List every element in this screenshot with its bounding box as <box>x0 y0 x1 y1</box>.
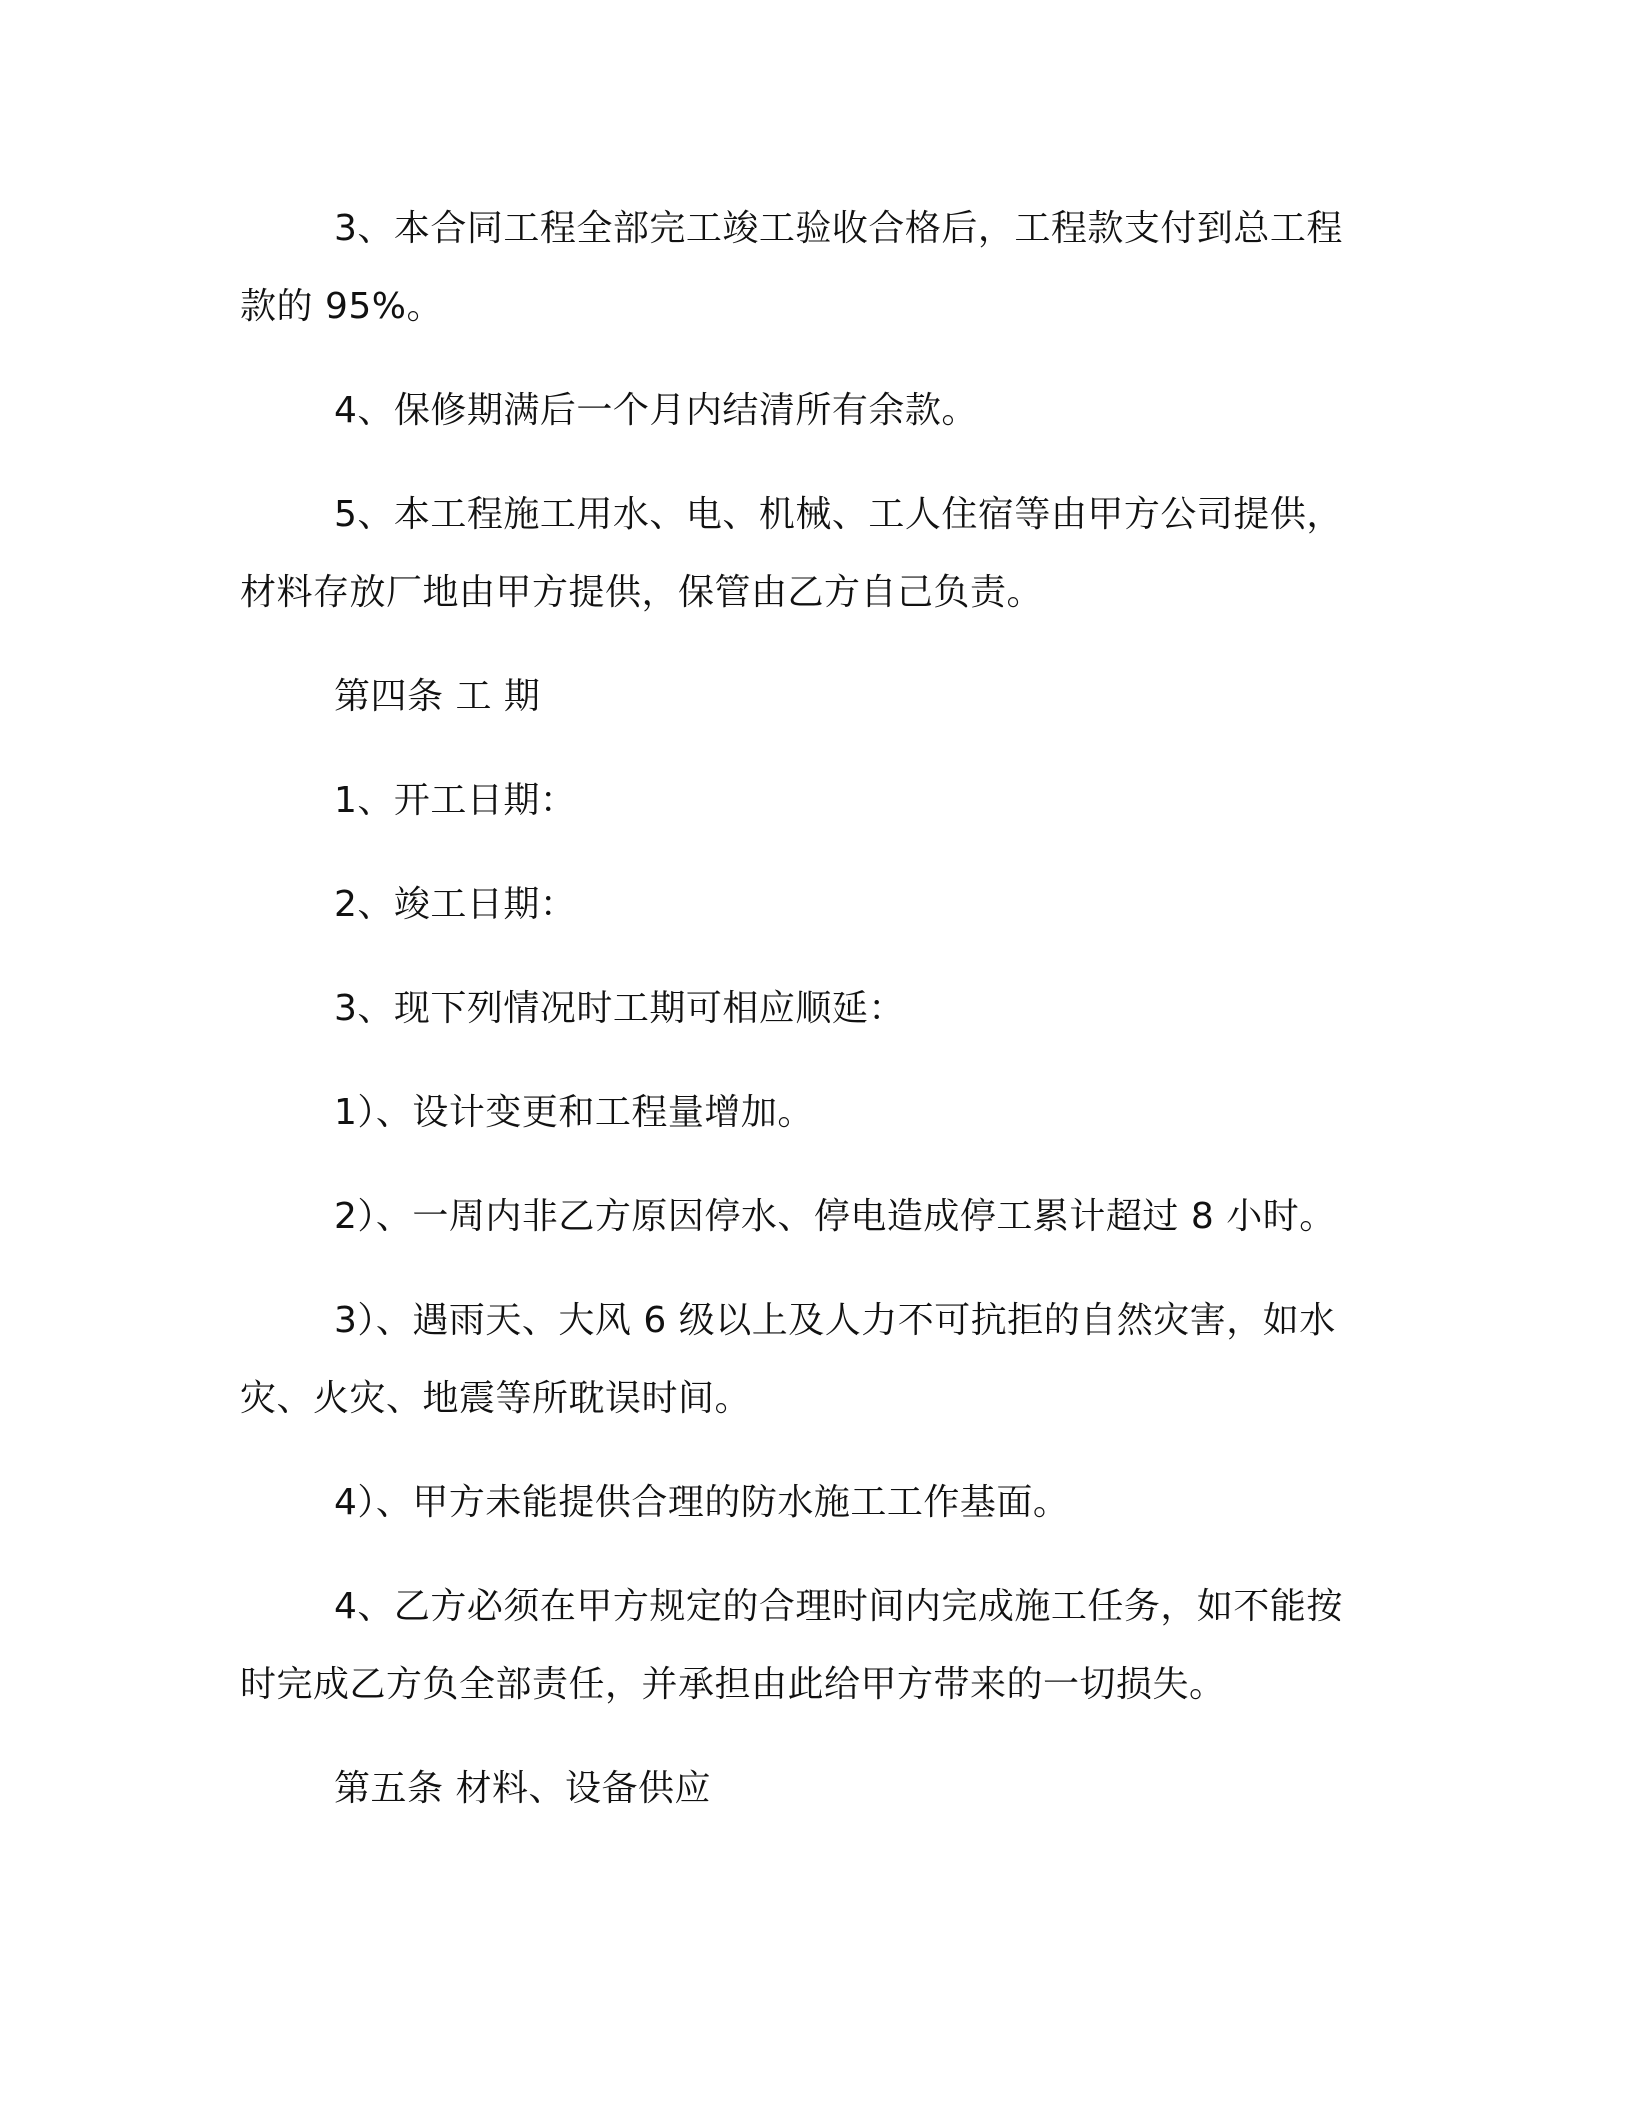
clause-3-final-payment: 3、本合同工程全部完工竣工验收合格后，工程款支付到总工程款的 95%。 <box>240 208 1343 327</box>
subitem-design-change: 1）、设计变更和工程量增加。 <box>334 1092 814 1133</box>
item-completion-date: 2、竣工日期： <box>334 884 577 925</box>
document-page <box>240 190 1370 1854</box>
section-heading-article-4: 第四条 工 期 <box>334 676 541 717</box>
subitem-work-surface: 4）、甲方未能提供合理的防水施工工作基面。 <box>334 1482 1070 1523</box>
clause-5-utilities-storage: 5、本工程施工用水、电、机械、工人住宿等由甲方公司提供，材料存放厂地由甲方提供，保管由乙方自己负责。 <box>240 494 1343 613</box>
section-heading-article-5: 第五条 材料、设备供应 <box>334 1768 711 1809</box>
item-start-date: 1、开工日期： <box>334 780 577 821</box>
subitem-utility-outage: 2）、一周内非乙方原因停水、停电造成停工累计超过 8 小时。 <box>334 1196 1336 1237</box>
clause-4-warranty-balance: 4、保修期满后一个月内结清所有余款。 <box>334 390 978 431</box>
clause-4-completion-responsibility: 4、乙方必须在甲方规定的合理时间内完成施工任务，如不能按时完成乙方负全部责任，并承担由此给甲方带来的一切损失。 <box>240 1586 1343 1705</box>
subitem-natural-disaster: 3）、遇雨天、大风 6 级以上及人力不可抗拒的自然灾害，如水灾、火灾、地震等所耽误时间。 <box>240 1300 1336 1419</box>
item-extension-conditions: 3、现下列情况时工期可相应顺延： <box>334 988 905 1029</box>
